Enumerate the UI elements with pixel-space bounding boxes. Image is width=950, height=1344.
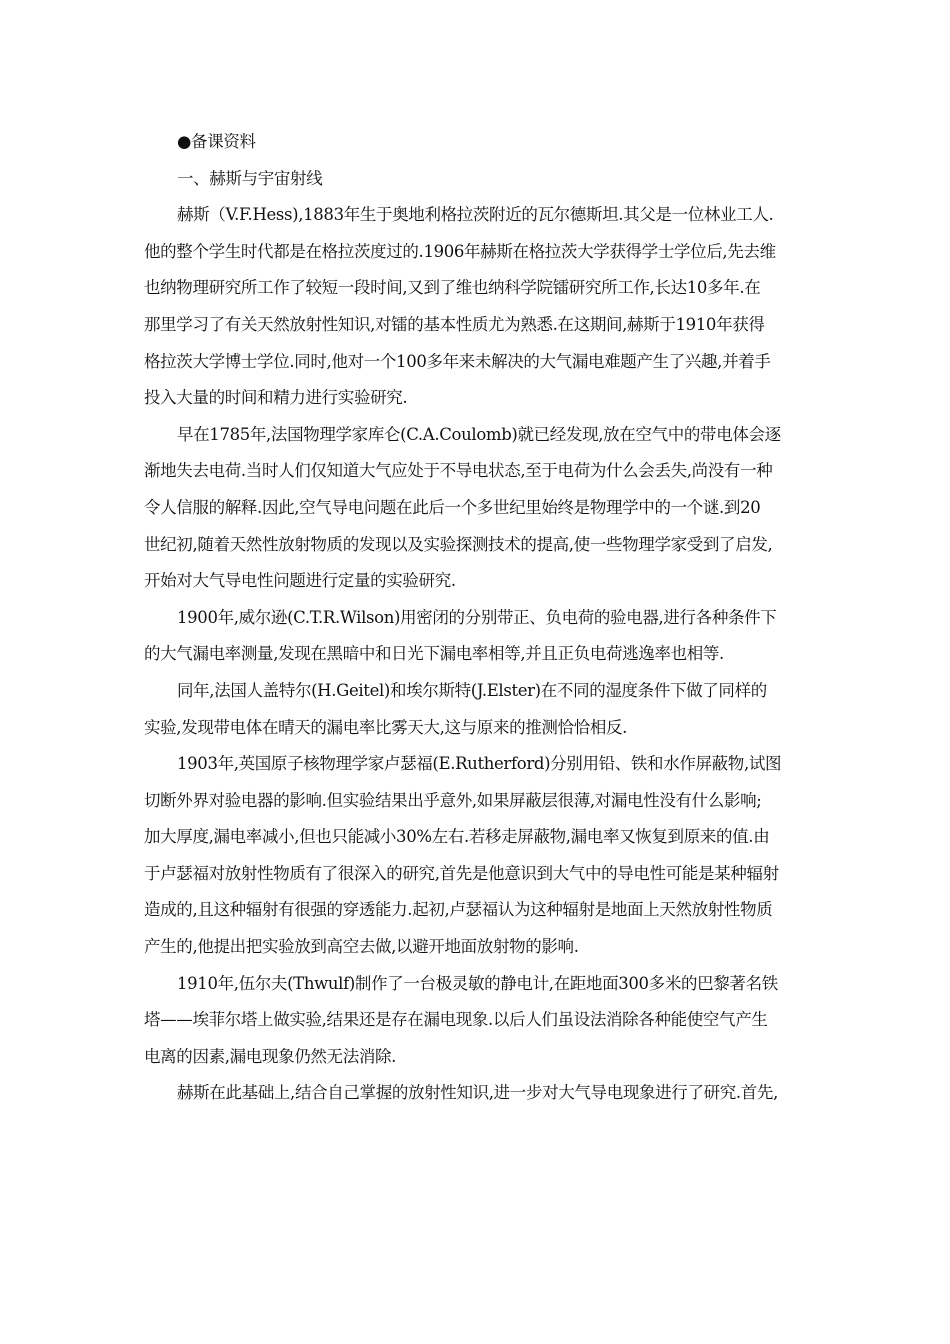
paragraph-coulomb	[144, 417, 810, 600]
paragraph-line: 塔——埃菲尔塔上做实验,结果还是存在漏电现象.以后人们虽设法消除各种能使空气产生	[144, 1010, 768, 1030]
paragraph-line: 电离的因素,漏电现象仍然无法消除.	[144, 1046, 397, 1066]
paragraph-rutherford	[144, 746, 810, 966]
paragraph-line: 开始对大气导电性问题进行定量的实验研究.	[144, 571, 456, 591]
paragraph-line: 早在1785年,法国物理学家库仑(C.A.Coulomb)就已经发现,放在空气中的带电体会逐	[177, 424, 781, 444]
section-label: ●备课资料	[177, 132, 256, 151]
paragraph-line: 1900年,威尔逊(C.T.R.Wilson)用密闭的分别带正、负电荷的验电器,进行各种条件下	[177, 607, 777, 627]
paragraph-line: 也纳物理研究所工作了较短一段时间,又到了维也纳科学院镭研究所工作,长达10多年.在	[144, 278, 761, 298]
paragraph-line: 他的整个学生时代都是在格拉茨度过的.1906年赫斯在格拉茨大学获得学士学位后,先去维	[144, 241, 776, 261]
paragraph-line: 渐地失去电荷.当时人们仅知道大气应处于不导电状态,至于电荷为什么会丢失,尚没有一种	[144, 461, 773, 481]
paragraph-line: 1910年,伍尔夫(Thwulf)制作了一台极灵敏的静电计,在距地面300多米的巴黎著名铁	[177, 973, 778, 993]
paragraph-line: 实验,发现带电体在晴天的漏电率比雾天大,这与原来的推测恰恰相反.	[144, 717, 628, 737]
paragraph-line: 加大厚度,漏电率减小,但也只能减小30%左右.若移走屏蔽物,漏电率又恢复到原来的值.由	[144, 827, 770, 847]
paragraph-wilson	[144, 600, 810, 673]
paragraph-geitel-elster	[144, 673, 810, 746]
paragraph-line: 的大气漏电率测量,发现在黑暗中和日光下漏电率相等,并且正负电荷逃逸率也相等.	[144, 644, 724, 664]
paragraph-line: 世纪初,随着天然性放射物质的发现以及实验探测技术的提高,使一些物理学家受到了启发,	[144, 534, 773, 554]
paragraph-hess-research	[144, 1075, 810, 1112]
paragraph-line: 投入大量的时间和精力进行实验研究.	[144, 388, 408, 408]
document-body	[144, 124, 810, 1112]
paragraph-line: 令人信服的解释.因此,空气导电问题在此后一个多世纪里始终是物理学中的一个谜.到20	[144, 497, 761, 517]
paragraph-line: 同年,法国人盖特尔(H.Geitel)和埃尔斯特(J.Elster)在不同的湿度条件下做了同样的	[177, 680, 767, 700]
paragraph-line: 那里学习了有关天然放射性知识,对镭的基本性质尤为熟悉.在这期间,赫斯于1910年获得	[144, 314, 765, 334]
paragraph-line: 产生的,他提出把实验放到高空去做,以避开地面放射物的影响.	[144, 937, 579, 957]
paragraph-line: 造成的,且这种辐射有很强的穿透能力.起初,卢瑟福认为这种辐射是地面上天然放射性物质	[144, 900, 773, 920]
paragraph-wulf	[144, 966, 810, 1076]
paragraph-line: 于卢瑟福对放射性物质有了很深入的研究,首先是他意识到大气中的导电性可能是某种辐射	[144, 863, 779, 883]
paragraph-line: 格拉茨大学博士学位.同时,他对一个100多年来未解决的大气漏电难题产生了兴趣,并着手	[144, 351, 771, 371]
paragraph-line: 切断外界对验电器的影响.但实验结果出乎意外,如果屏蔽层很薄,对漏电性没有什么影响;	[144, 790, 762, 810]
paragraph-line: 赫斯（V.F.Hess),1883年生于奥地利格拉茨附近的瓦尔德斯坦.其父是一位林业工人.	[177, 205, 774, 225]
paragraph-hess-biography	[144, 197, 810, 417]
paragraph-line: 赫斯在此基础上,结合自己掌握的放射性知识,进一步对大气导电现象进行了研究.首先,	[177, 1083, 778, 1103]
subsection-title: 一、赫斯与宇宙射线	[177, 168, 323, 188]
paragraph-line: 1903年,英国原子核物理学家卢瑟福(E.Rutherford)分别用铅、铁和水作屏蔽物,试图	[177, 754, 782, 774]
